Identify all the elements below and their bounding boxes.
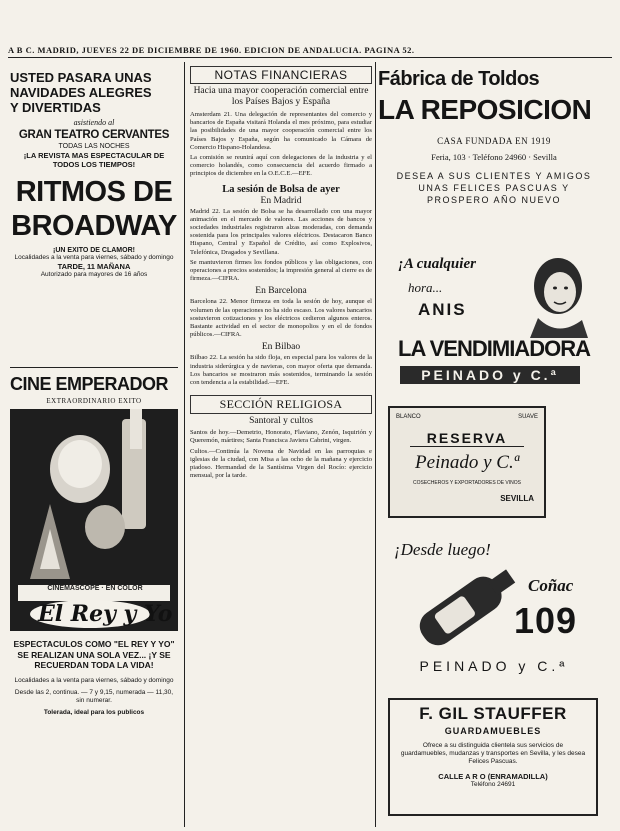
film-slogan: ESPECTACULOS COMO "EL REY Y YO" SE REALIZAN UNA SOLA VEZ... ¡Y SE RECUERDAN TODA LA VIDA! bbox=[13, 639, 175, 670]
anis-product: ANIS bbox=[418, 300, 467, 319]
gran-teatro-venue: GRAN TEATRO CERVANTES bbox=[18, 129, 170, 141]
stauffer-address: CALLE A R O (ENRAMADILLA) bbox=[438, 772, 548, 781]
religion-heading-box bbox=[190, 395, 372, 414]
gran-teatro-tickets: Localidades a la venta para viernes, sábado y domingo bbox=[14, 254, 174, 261]
religion-heading: SECCIÓN RELIGIOSA bbox=[219, 397, 343, 412]
finance-paragraph-1: Amsterdam 21. Una delegación de representantes del comercio y bancarios de España visitará Holanda el mes próximo, para estudiar las posibilidades de una mayor cooperación comercial entre los Países Bajos y España, según ha comunicado la Cámara de Comercio Hispano-Holandesa. bbox=[190, 111, 372, 151]
film-poster bbox=[10, 409, 178, 631]
stauffer-phone: Teléfono 24691 bbox=[470, 781, 516, 788]
reserva-title: RESERVA bbox=[410, 430, 524, 447]
barcelona-text: Barcelona 22. Menor firmeza en toda la sesión de hoy, aunque el volumen de las operaciones no ha sido escaso. Los valores bancarios sostuvieron cotizaciones y los eléctricos cedieron algunos enteros. Bastante actividad en el sector de monopolios y en el de fondos públicos.—CIFRA. bbox=[190, 298, 372, 339]
cinema-name: CINE EMPERADOR bbox=[10, 374, 169, 394]
header-rule bbox=[8, 57, 612, 58]
stauffer-name: F. GIL STAUFFER bbox=[419, 704, 567, 723]
finance-heading: NOTAS FINANCIERAS bbox=[214, 68, 348, 82]
religion-cultos: Cultos.—Continúa la Novena de Navidad en las parroquias e iglesias de la ciudad, con Misa a las ocho de la mañana y ejercicio piadoso. Hermandad de la Santísima Virgen del Rocío: ejercicio mensual, por la tarde. bbox=[190, 447, 372, 480]
poster-caption: CINEMASCOPE · EN COLOR bbox=[47, 585, 143, 592]
poster-illustration bbox=[10, 409, 178, 631]
cinema-age: Tolerada, ideal para los publicos bbox=[43, 708, 145, 716]
barcelona-heading: En Barcelona bbox=[255, 286, 307, 297]
column-middle bbox=[190, 66, 372, 826]
bolsa-heading: La sesión de Bolsa de ayer bbox=[222, 183, 340, 195]
madrid-heading: En Madrid bbox=[260, 195, 302, 206]
toldos-contact: Feria, 103 · Teléfono 24960 · Sevilla bbox=[431, 152, 557, 162]
anis-ad bbox=[378, 248, 610, 398]
finance-paragraph-2: La comisión se reunirá aquí con delegaciones de la industria y el comercio holandés, como consecuencia del acuerdo firmado a principios de diciembre en la O.E.C.E.—EFE. bbox=[190, 154, 372, 178]
toldos-greeting: DESEA A SUS CLIENTES Y AMIGOS UNAS FELICES PASCUAS Y PROSPERO AÑO NUEVO bbox=[396, 171, 592, 205]
conac-slogan: ¡Desde luego! bbox=[394, 540, 491, 559]
gran-teatro-nightly: TODAS LAS NOCHES bbox=[58, 143, 130, 150]
stauffer-ad bbox=[388, 698, 598, 816]
reserva-corner-right: SUAVE bbox=[518, 414, 538, 420]
stauffer-text: Ofrece a su distinguida clientela sus servicios de guardamuebles, mudanzas y transportes en Sevilla, y les desea Felices Pascuas. bbox=[400, 742, 586, 765]
reserva-label bbox=[388, 406, 546, 518]
gran-teatro-intro: USTED PASARA UNAS NAVIDADES ALEGRES Y DIVERTIDAS bbox=[10, 70, 152, 115]
cine-emperador-ad bbox=[10, 373, 178, 823]
anis-tagline-2: hora... bbox=[408, 280, 443, 295]
column-divider-2 bbox=[375, 62, 376, 827]
conac-maker: PEINADO y C.ª bbox=[419, 658, 569, 674]
gran-teatro-ad bbox=[10, 70, 178, 368]
gran-teatro-link: asistiendo al bbox=[73, 118, 115, 127]
bilbao-text: Bilbao 22. La sesión ha sido floja, en especial para los valores de la industria siderúrgica y de navieras, con mayor oferta que demanda. Los bancarios se mostraron más sostenidos, terminando la sesión con tendencia a la estabilidad.—EFE. bbox=[190, 354, 372, 387]
column-right bbox=[378, 66, 610, 826]
cinema-label: EXTRAORDINARIO EXITO bbox=[46, 397, 142, 405]
bilbao-heading: En Bilbao bbox=[261, 342, 301, 353]
gran-teatro-blurb: ¡LA REVISTA MAS ESPECTACULAR DE TODOS LOS TIEMPOS! bbox=[23, 151, 165, 169]
cinema-sessions: Desde las 2, continua. — 7 y 9,15, numerada — 11,30, sin numerar. bbox=[14, 688, 174, 704]
gran-teatro-age: Autorizado para mayores de 16 años bbox=[40, 271, 148, 278]
stauffer-trade: GUARDAMUEBLES bbox=[444, 726, 542, 736]
toldos-ad bbox=[378, 66, 610, 246]
conac-ad bbox=[378, 536, 610, 686]
reserva-city: SEVILLA bbox=[500, 494, 534, 503]
anis-tagline-1: ¡A cualquier bbox=[398, 256, 476, 272]
toldos-line1: Fábrica de Toldos bbox=[378, 68, 540, 90]
column-left bbox=[10, 70, 178, 825]
religion-subheading: Santoral y cultos bbox=[249, 416, 313, 427]
reserva-script: Peinado y C.ª bbox=[415, 452, 519, 473]
conac-word: Coñac bbox=[528, 576, 574, 595]
finance-heading-box bbox=[190, 66, 372, 84]
cinema-tickets: Localidades a la venta para viernes, sábado y domingo bbox=[14, 676, 174, 684]
page-header: A B C. MADRID, JUEVES 22 DE DICIEMBRE DE 1960. EDICION DE ANDALUCIA. PAGINA 52. bbox=[8, 45, 415, 55]
show-title-line2: BROADWAY bbox=[11, 210, 177, 242]
toldos-founded: CASA FUNDADA EN 1919 bbox=[437, 136, 551, 146]
toldos-line2: LA REPOSICION bbox=[378, 94, 592, 125]
madrid-text: Madrid 22. La sesión de Bolsa se ha desarrollado con una mayor animación en el mercado de valores. Las acciones de bancos y sociedades industriales registraron alzas moderadas, con demanda sostenida para los principales valores eléctricos. Destacaron Banco Hispano, Central y Español de Crédito, así como Explosivos, Telefónica, Dragados y Sevillana. bbox=[190, 207, 372, 256]
ad-separator bbox=[10, 367, 178, 368]
gran-teatro-matinee: TARDE, 11 MAÑANA bbox=[57, 262, 131, 271]
conac-number: 109 bbox=[514, 600, 578, 641]
column-divider-1 bbox=[184, 62, 185, 827]
film-title: El Rey y Yo bbox=[38, 601, 173, 627]
gran-teatro-success: ¡UN EXITO DE CLAMOR! bbox=[53, 247, 135, 254]
reserva-corner-left: BLANCO bbox=[396, 414, 421, 420]
bottle-illustration bbox=[396, 558, 516, 668]
show-title-line1: RITMOS DE bbox=[15, 176, 173, 208]
anis-brand: LA VENDIMIADORA bbox=[398, 336, 590, 361]
reserva-fine: COSECHEROS Y EXPORTADORES DE VINOS bbox=[413, 480, 521, 486]
religion-santos: Santos de hoy.—Demetrio, Honorato, Flaviano, Zenón, Isquirión y Queremón, mártires; Santa Francisca Javiera Cabrini, virgen. bbox=[190, 429, 372, 445]
anis-maker-band: PEINADO y C.ª bbox=[400, 366, 580, 384]
woman-illustration bbox=[518, 248, 598, 338]
madrid-text-2: Se mantuvieron firmes los fondos públicos y las obligaciones, con operaciones a precios sostenidos; la impresión general al cierre es de firmeza.—CIFRA. bbox=[190, 258, 372, 283]
finance-headline: Hacia una mayor cooperación comercial entre los Países Bajos y España bbox=[193, 86, 369, 107]
